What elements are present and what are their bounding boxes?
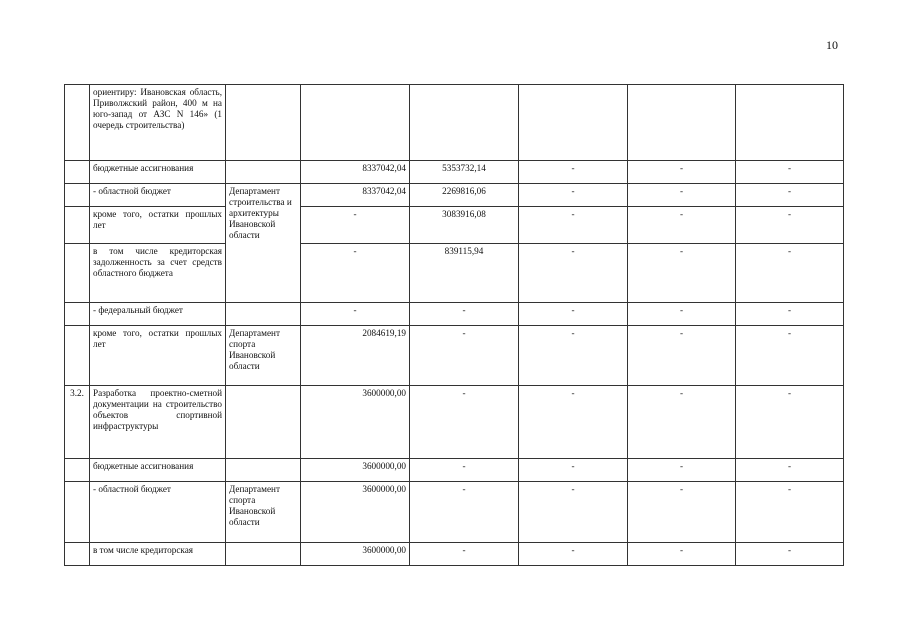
- value-col-2: 5353732,14: [410, 161, 519, 184]
- value-col-3: -: [519, 482, 628, 543]
- item-number: [65, 85, 90, 161]
- value-col-4: -: [628, 543, 736, 566]
- value-col-5: -: [736, 326, 844, 386]
- value-col-4: [628, 85, 736, 161]
- value-col-1: -: [301, 207, 410, 244]
- table-row: [65, 184, 844, 207]
- department: [226, 85, 301, 161]
- item-description: ориентиру: Ивановская область, Приволжский район, 400 м на юго-запад от АЗС N 146» (1 очередь строительства): [90, 85, 226, 161]
- value-col-3: -: [519, 184, 628, 207]
- item-description: - федеральный бюджет: [90, 303, 226, 326]
- department: [226, 161, 301, 184]
- value-col-2: 839115,94: [410, 244, 519, 303]
- value-col-2: -: [410, 482, 519, 543]
- item-number: [65, 184, 90, 207]
- value-col-2: [410, 85, 519, 161]
- value-col-1: 2084619,19: [301, 326, 410, 386]
- item-number: [65, 543, 90, 566]
- value-col-4: -: [628, 326, 736, 386]
- table-row: [65, 482, 844, 543]
- table-row: [65, 326, 844, 386]
- department-merged: Департамент строительства и архитектуры Ивановской области: [226, 184, 301, 303]
- item-number: [65, 482, 90, 543]
- value-col-2: -: [410, 459, 519, 482]
- department: [226, 303, 301, 326]
- value-col-2: -: [410, 326, 519, 386]
- value-col-2: -: [410, 543, 519, 566]
- value-col-4: -: [628, 386, 736, 459]
- table-row: [65, 459, 844, 482]
- value-col-1: 8337042,04: [301, 184, 410, 207]
- item-description: - областной бюджет: [90, 184, 226, 207]
- value-col-3: -: [519, 326, 628, 386]
- table-row: [65, 303, 844, 326]
- value-col-5: [736, 85, 844, 161]
- table-row: [65, 386, 844, 459]
- table-row: [65, 207, 844, 244]
- budget-table: [64, 84, 844, 566]
- value-col-1: 3600000,00: [301, 482, 410, 543]
- value-col-1: 3600000,00: [301, 459, 410, 482]
- page-number: 10: [826, 38, 838, 52]
- item-description: в том числе кредиторская задолженность за счет средств областного бюджета: [90, 244, 226, 303]
- value-col-5: -: [736, 207, 844, 244]
- department: [226, 459, 301, 482]
- item-description: бюджетные ассигнования: [90, 459, 226, 482]
- value-col-5: -: [736, 161, 844, 184]
- value-col-4: -: [628, 207, 736, 244]
- value-col-3: -: [519, 459, 628, 482]
- value-col-5: -: [736, 303, 844, 326]
- item-number: [65, 244, 90, 303]
- table-row: [65, 244, 844, 303]
- table-row: [65, 85, 844, 161]
- value-col-3: -: [519, 161, 628, 184]
- value-col-3: -: [519, 207, 628, 244]
- value-col-2: 2269816,06: [410, 184, 519, 207]
- value-col-3: -: [519, 543, 628, 566]
- item-description: кроме того, остатки прошлых лет: [90, 207, 226, 244]
- table-row: [65, 161, 844, 184]
- department: Департамент спорта Ивановской области: [226, 482, 301, 543]
- value-col-4: -: [628, 244, 736, 303]
- value-col-3: -: [519, 303, 628, 326]
- value-col-3: [519, 85, 628, 161]
- value-col-1: -: [301, 244, 410, 303]
- value-col-5: -: [736, 459, 844, 482]
- item-description: в том числе кредиторская: [90, 543, 226, 566]
- value-col-1: 8337042,04: [301, 161, 410, 184]
- value-col-4: -: [628, 161, 736, 184]
- department: [226, 543, 301, 566]
- item-number: [65, 459, 90, 482]
- value-col-5: -: [736, 543, 844, 566]
- department: [226, 386, 301, 459]
- value-col-2: -: [410, 386, 519, 459]
- item-number: [65, 303, 90, 326]
- item-description: - областной бюджет: [90, 482, 226, 543]
- item-number: [65, 207, 90, 244]
- value-col-5: -: [736, 482, 844, 543]
- value-col-5: -: [736, 386, 844, 459]
- value-col-1: -: [301, 303, 410, 326]
- value-col-1: 3600000,00: [301, 386, 410, 459]
- value-col-4: -: [628, 184, 736, 207]
- item-description: бюджетные ассигнования: [90, 161, 226, 184]
- value-col-4: -: [628, 482, 736, 543]
- item-description: Разработка проектно-сметной документации на строительство объектов спортивной инфраструктуры: [90, 386, 226, 459]
- value-col-5: -: [736, 244, 844, 303]
- item-number: [65, 161, 90, 184]
- value-col-4: -: [628, 303, 736, 326]
- value-col-3: -: [519, 386, 628, 459]
- value-col-1: 3600000,00: [301, 543, 410, 566]
- value-col-5: -: [736, 184, 844, 207]
- item-number: 3.2.: [65, 386, 90, 459]
- value-col-4: -: [628, 459, 736, 482]
- value-col-3: -: [519, 244, 628, 303]
- table-row: [65, 543, 844, 566]
- item-number: [65, 326, 90, 386]
- value-col-2: -: [410, 303, 519, 326]
- value-col-2: 3083916,08: [410, 207, 519, 244]
- item-description: кроме того, остатки прошлых лет: [90, 326, 226, 386]
- value-col-1: [301, 85, 410, 161]
- department: Департамент спорта Ивановской области: [226, 326, 301, 386]
